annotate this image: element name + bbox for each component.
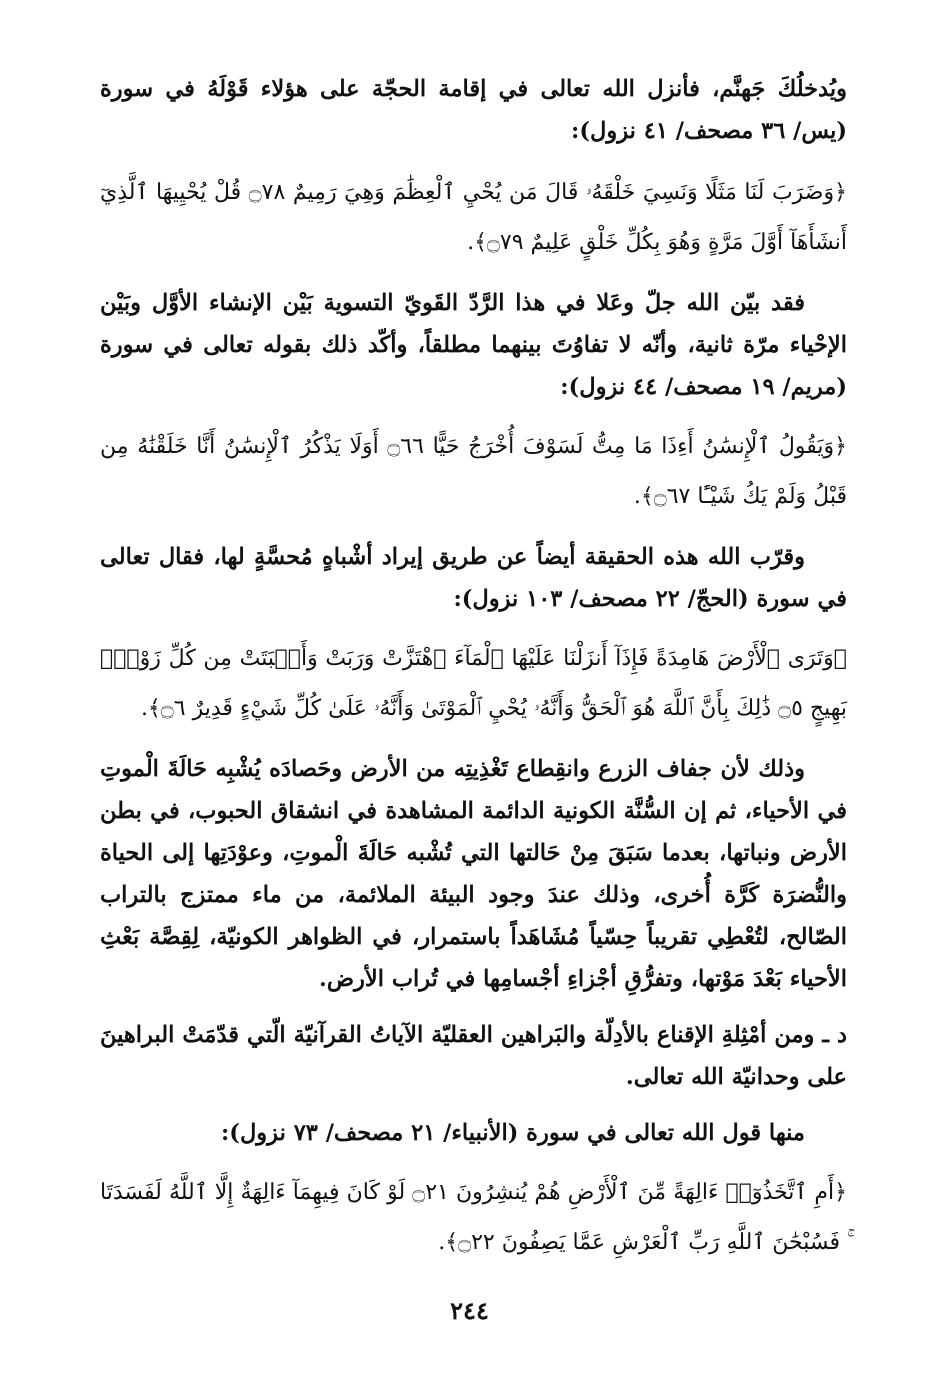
quran-verse-anbiya: ﴿أَمِ ٱتَّخَذُوٓا۟ ءَالِهَةً مِّنَ ٱلْأَرْضِ هُمْ يُنشِرُونَ ۝٢١ لَوْ كَانَ فِيهِمَآ ءَالِهَةٌ إِلَّا ٱللَّهُ لَفَسَدَتَا ۚ فَسُبْحَٰنَ ٱللَّهِ رَبِّ ٱلْعَرْشِ عَمَّا يَصِفُونَ ۝٢٢﴾. xyxy=(100,1180,847,1255)
quran-verse-yasin: ﴿وَضَرَبَ لَنَا مَثَلًا وَنَسِيَ خَلْقَهُۥ قَالَ مَن يُحْيِ ٱلْعِظَٰمَ وَهِيَ رَمِيمٌ ۝٧٨ قُلْ يُحْيِيهَا ٱلَّذِيٓ أَنشَأَهَآ أَوَّلَ مَرَّةٍ وَهُوَ بِكُلِّ خَلْقٍ عَلِيمٌ ۝٧٩﴾. xyxy=(100,180,848,255)
page-number: ٢٤٤ xyxy=(450,1296,489,1325)
paragraph-intro: ويُدخلُكَ جَهنَّم، فأنزل الله تعالى في إقامة الحجّة على هؤلاء قَوْلَهُ في سورة (يس/ ٣٦ مصحف/ ٤١ نزول): xyxy=(100,76,847,144)
quran-verse-hajj: ﴿وَتَرَى ٱلْأَرْضَ هَامِدَةً فَإِذَآ أَنزَلْنَا عَلَيْهَا ٱلْمَآءَ ٱهْتَزَّتْ وَرَبَتْ وَأَنۢبَتَتْ مِن كُلِّ زَوْجٍۭ بَهِيجٍ ۝٥ ذَٰلِكَ بِأَنَّ ٱللَّهَ هُوَ ٱلْحَقُّ وَأَنَّهُۥ يُحْيِ ٱلْمَوْتَىٰ وَأَنَّهُۥ عَلَىٰ كُلِّ شَيْءٍ قَدِيرٌ ۝٦﴾. xyxy=(100,646,847,721)
paragraph-explanation: فقد بيّن الله جلّ وعَلا في هذا الرَّدّ القَويّ التسوية بَيْن الإنشاء الأوَّل وبَيْن الإحْياء مرّة ثانية، وأنّه لا تفاوُتَ بينهما مطلقاً، وأكّد ذلك بقوله تعالى في سورة (مريم/ ١٩ مصحف/ ٤٤ نزول): xyxy=(100,290,847,400)
paragraph-section-d: د ـ ومن أمْثِلةِ الإقناع بالأدِلّة والبَراهين العقليّة الآياتُ القرآنيّة الّتي قدّمَتْ البراهينَ على وحدانيّة الله تعالى. xyxy=(100,1022,847,1090)
paragraph-commentary: وذلك لأن جفاف الزرع وانقِطاع تَغْذِيتِه من الأرض وحَصادَه يُشْبِه حَالَةَ الْموتِ في الأحياء، ثم إن السُّنَّة الكونية الدائمة المشاهدة في انشقاق الحبوب، في بطن الأرض ونباتها، بعدما سَبَقَ مِنْ حَالتها التي تُشْبه حَالَةَ الْموتِ، وعوْدَتِها إلى الحياة والنُّضرَة كَرَّة أُخرى، وذلك عندَ وجود البيئة الملائمة، من ماء ممتزج بالتراب الصّالح، لتُعْطِي تقريباً حِسّياً مُشَاهَداً باستمرار، في الظواهر الكونيّة، لِقِصَّة بَعْثِ الأحياء بَعْدَ مَوْتها، وتفرُّقِ أجْزاءِ أجْسامِها في تُراب الأرض. xyxy=(100,756,847,992)
quran-verse-maryam: ﴿وَيَقُولُ ٱلْإِنسَٰنُ أَءِذَا مَا مِتُّ لَسَوْفَ أُخْرَجُ حَيًّا ۝٦٦ أَوَلَا يَذْكُرُ ٱلْإِنسَٰنُ أَنَّا خَلَقْنَٰهُ مِن قَبْلُ وَلَمْ يَكُ شَيْـًٔا ۝٦٧﴾. xyxy=(100,434,847,509)
paragraph-example-intro: منها قول الله تعالى في سورة (الأنبياء/ ٢١ مصحف/ ٧٣ نزول): xyxy=(221,1120,805,1146)
paragraph-analogy: وقرّب الله هذه الحقيقة أيضاً عن طريق إيراد أشْباهٍ مُحسَّةٍ لها، فقال تعالى في سورة (الحجّ/ ٢٢ مصحف/ ١٠٣ نزول): xyxy=(100,544,847,612)
